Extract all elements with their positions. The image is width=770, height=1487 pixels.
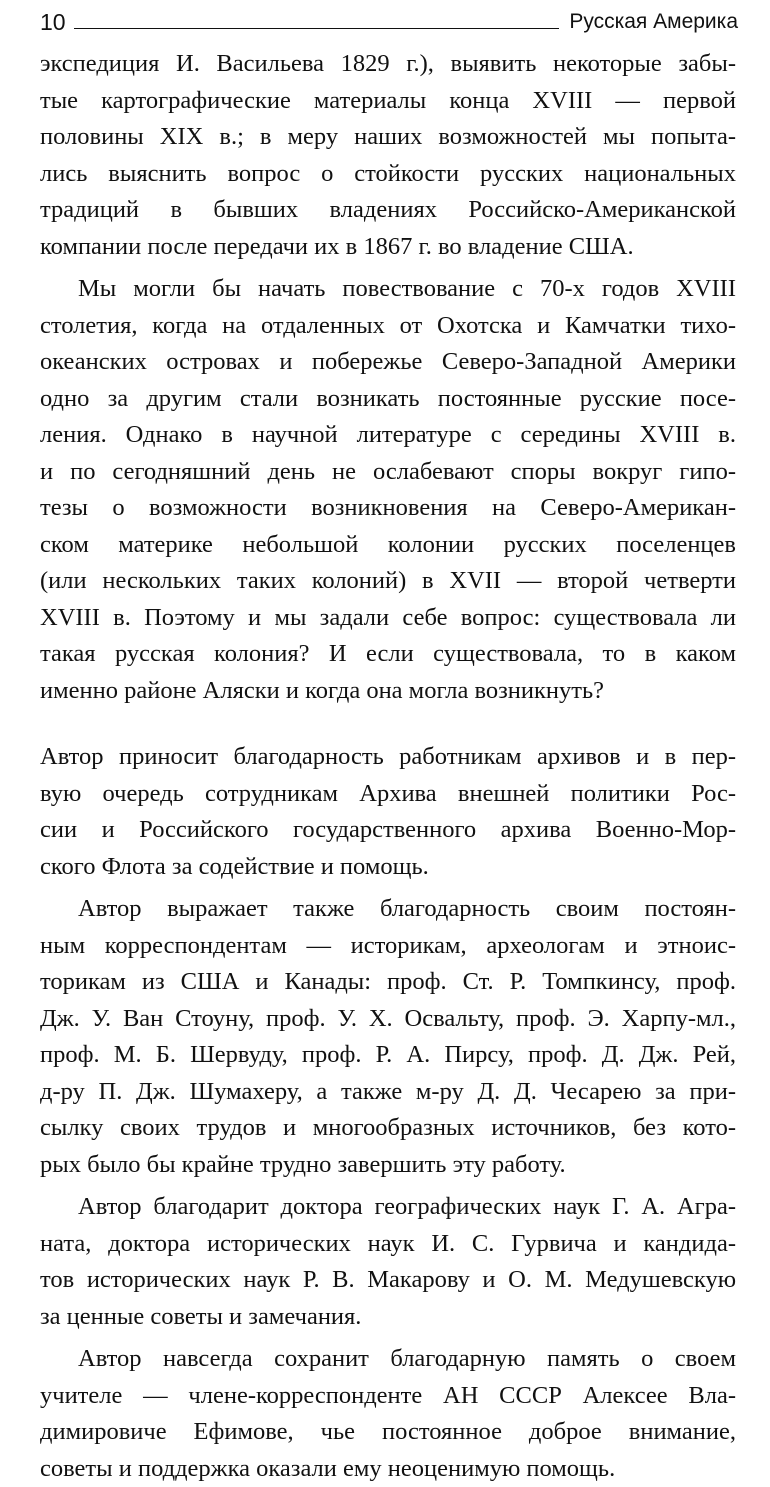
text-line: проф. М. Б. Шервуду, проф. Р. А. Пирсу, проф. Д. Дж. Рей, (40, 1037, 736, 1074)
text-line: Дж. У. Ван Стоуну, проф. У. Х. Освальту, проф. Э. Харпу-мл., (40, 1001, 736, 1038)
text-line: д-ру П. Дж. Шумахеру, а также м-ру Д. Д. Чесарею за при- (40, 1074, 736, 1111)
text-line: торикам из США и Канады: проф. Ст. Р. Томпкинсу, проф. (40, 964, 736, 1001)
text-line: тов исторических наук Р. В. Макарову и О. М. Медушевскую (40, 1262, 736, 1299)
paragraph (40, 1189, 736, 1335)
text-line: тезы о возможности возникновения на Северо-Американ- (40, 490, 736, 527)
text-line: ления. Однако в научной литературе с середины XVIII в. (40, 417, 736, 454)
text-line: советы и поддержка оказали ему неоценимую помощь. (40, 1451, 736, 1487)
paragraph (40, 891, 736, 1183)
text-line: океанских островах и побережье Северо-Западной Америки (40, 344, 736, 381)
text-line: (или нескольких таких колоний) в XVII — второй четверти (40, 563, 736, 600)
text-line: сии и Российского государственного архива Военно-Мор- (40, 812, 736, 849)
paragraph (40, 271, 736, 709)
text-line: одно за другим стали возникать постоянные русские посе- (40, 381, 736, 418)
text-line: именно районе Аляски и когда она могла возникнуть? (40, 673, 736, 710)
page-header (40, 6, 738, 36)
text-line: рых было бы крайне трудно завершить эту работу. (40, 1147, 736, 1184)
text-line: Мы могли бы начать повествование с 70-х годов XVIII (40, 271, 736, 308)
text-line: Автор выражает также благодарность своим постоян- (40, 891, 736, 928)
text-line: ната, доктора исторических наук И. С. Гурвича и кандида- (40, 1226, 736, 1263)
text-line: учителе — члене-корреспонденте АН СССР Алексее Вла- (40, 1378, 736, 1415)
paragraph (40, 46, 736, 265)
text-line: тые картографические материалы конца XVIII — первой (40, 83, 736, 120)
paragraph (40, 739, 736, 885)
text-line: ным корреспондентам — историкам, археологам и этноис- (40, 928, 736, 965)
text-line: половины XIX в.; в меру наших возможностей мы попыта- (40, 119, 736, 156)
text-line: ского Флота за содействие и помощь. (40, 849, 736, 886)
text-line: традиций в бывших владениях Российско-Американской (40, 192, 736, 229)
text-line: ском материке небольшой колонии русских поселенцев (40, 527, 736, 564)
text-line: за ценные советы и замечания. (40, 1299, 736, 1336)
text-line: Автор навсегда сохранит благодарную память о своем (40, 1341, 736, 1378)
text-line: компании после передачи их в 1867 г. во владение США. (40, 229, 736, 266)
text-line: экспедиция И. Васильева 1829 г.), выявить некоторые забы- (40, 46, 736, 83)
text-line: столетия, когда на отдаленных от Охотска и Камчатки тихо- (40, 308, 736, 345)
running-title: Русская Америка (569, 8, 738, 36)
text-line: лись выяснить вопрос о стойкости русских национальных (40, 156, 736, 193)
text-line: и по сегодняшний день не ослабевают споры вокруг гипо- (40, 454, 736, 491)
text-line: димировиче Ефимове, чье постоянное доброе внимание, (40, 1414, 736, 1451)
text-line: Автор приносит благодарность работникам архивов и в пер- (40, 739, 736, 776)
text-line: XVIII в. Поэтому и мы задали себе вопрос: существовала ли (40, 600, 736, 637)
header-rule (74, 28, 560, 29)
page-number: 10 (40, 8, 66, 36)
text-line: вую очередь сотрудникам Архива внешней политики Рос- (40, 776, 736, 813)
text-line: сылку своих трудов и многообразных источников, без кото- (40, 1110, 736, 1147)
paragraph (40, 1341, 736, 1487)
text-line: такая русская колония? И если существовала, то в каком (40, 636, 736, 673)
text-line: Автор благодарит доктора географических наук Г. А. Агра- (40, 1189, 736, 1226)
